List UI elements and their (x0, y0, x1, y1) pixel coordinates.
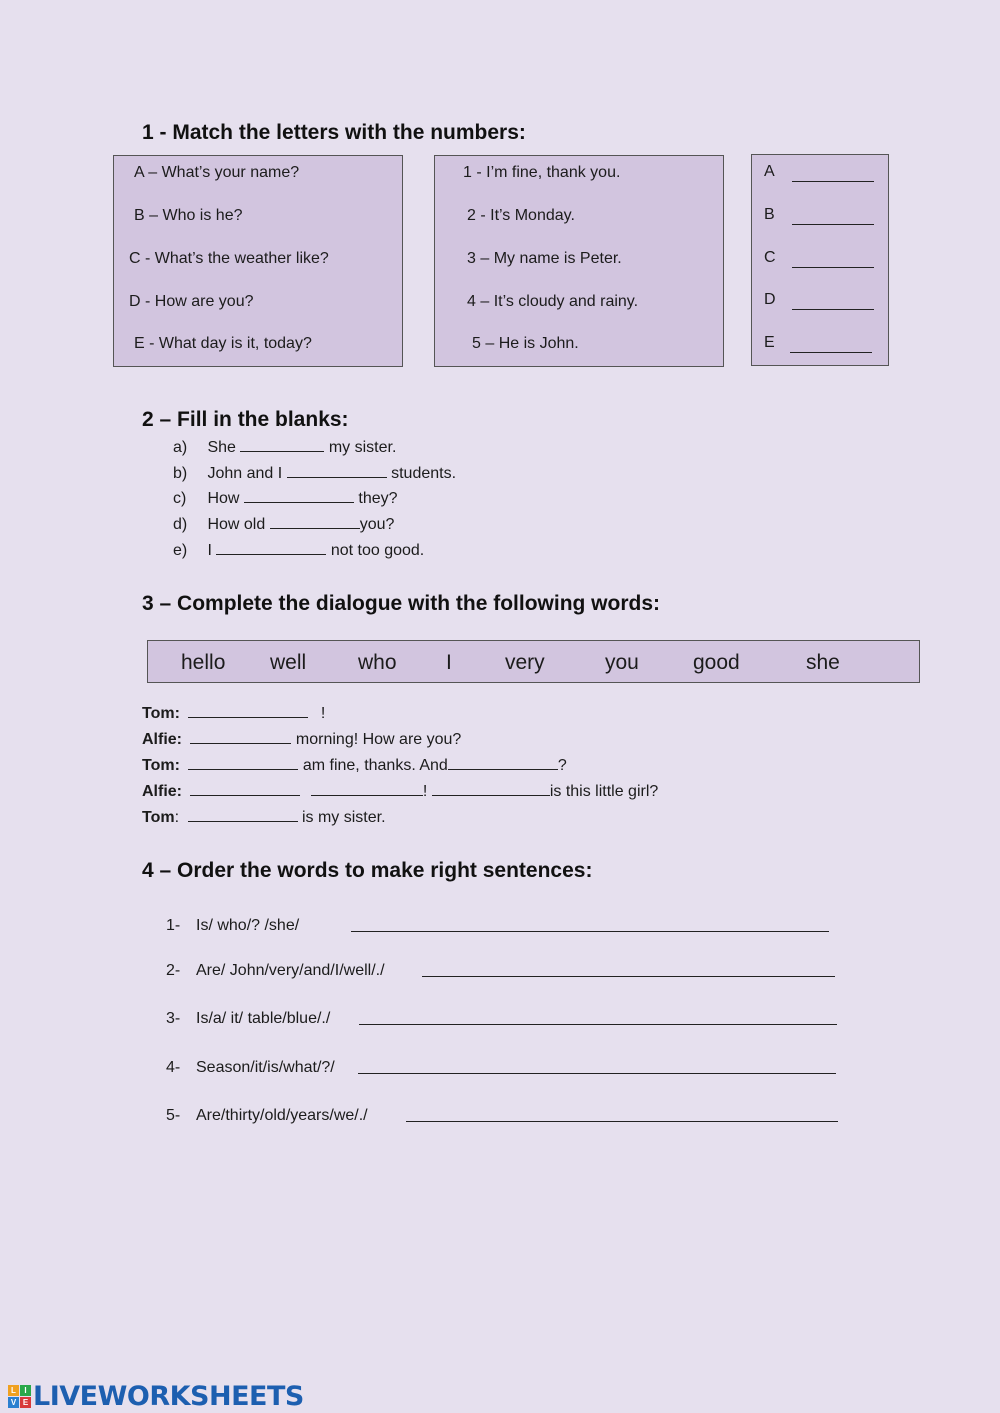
answer-1: 1 - I’m fine, thank you. (463, 164, 621, 181)
dialogue-blank-8[interactable] (188, 807, 298, 822)
question-a: A – What’s your name? (134, 164, 300, 181)
order-item-2: 2- Are/ John/very/and/I/well/./ (166, 962, 385, 979)
order-blank-5[interactable] (406, 1107, 838, 1122)
fill-blank-b[interactable] (287, 463, 387, 478)
match-letter-c: C (764, 249, 776, 266)
match-letter-e: E (764, 334, 775, 351)
match-blank-e[interactable] (790, 338, 872, 353)
word-very: very (505, 651, 545, 674)
order-blank-3[interactable] (359, 1010, 837, 1025)
logo-grid-icon: L I V E (8, 1385, 31, 1408)
word-bank (147, 640, 920, 683)
answer-4: 4 – It’s cloudy and rainy. (467, 293, 639, 310)
fill-item-e: e) I not too good. (173, 542, 425, 559)
logo-text: LIVEWORKSHEETS (33, 1380, 304, 1412)
dialogue-blank-3[interactable] (188, 755, 298, 770)
word-she: she (806, 651, 840, 674)
speaker-alfie: Alfie: (142, 783, 182, 800)
dialogue-blank-1[interactable] (188, 703, 308, 718)
match-blank-d[interactable] (792, 295, 874, 310)
match-answers-box (751, 154, 889, 366)
order-item-4: 4- Season/it/is/what/?/ (166, 1059, 335, 1076)
speaker-tom: Tom (142, 809, 175, 826)
speaker-tom: Tom: (142, 705, 180, 722)
question-b: B – Who is he? (134, 207, 243, 224)
match-blank-a[interactable] (792, 167, 874, 182)
question-c: C - What’s the weather like? (129, 250, 329, 267)
match-blank-b[interactable] (792, 210, 874, 225)
order-item-1: 1- Is/ who/? /she/ (166, 917, 300, 934)
fill-blank-e[interactable] (216, 540, 326, 555)
fill-blank-a[interactable] (240, 437, 324, 452)
match-letter-a: A (764, 163, 775, 180)
fill-item-b: b) John and I students. (173, 465, 457, 482)
section-1-heading: 1 - Match the letters with the numbers: (142, 121, 526, 144)
question-e: E - What day is it, today? (134, 335, 312, 352)
fill-blank-c[interactable] (244, 488, 354, 503)
order-item-3: 3- Is/a/ it/ table/blue/./ (166, 1010, 331, 1027)
dialogue-blank-4[interactable] (448, 755, 558, 770)
section-3-heading: 3 – Complete the dialogue with the following words: (142, 592, 661, 615)
questions-box (113, 155, 403, 367)
match-letter-d: D (764, 291, 776, 308)
dialogue-line-2: Alfie: morning! How are you? (142, 731, 462, 748)
dialogue-line-4: Alfie: ! is this little girl? (142, 783, 659, 800)
fill-item-d: d) How old you? (173, 516, 395, 533)
answers-box (434, 155, 724, 367)
dialogue-blank-5[interactable] (190, 781, 300, 796)
answer-5: 5 – He is John. (472, 335, 579, 352)
word-i: I (446, 651, 452, 674)
match-letter-b: B (764, 206, 775, 223)
word-hello: hello (181, 651, 226, 674)
order-blank-2[interactable] (422, 962, 835, 977)
question-d: D - How are you? (129, 293, 254, 310)
section-4-heading: 4 – Order the words to make right sentences: (142, 859, 593, 882)
speaker-alfie: Alfie: (142, 731, 182, 748)
dialogue-blank-6[interactable] (311, 781, 423, 796)
section-2-heading: 2 – Fill in the blanks: (142, 408, 349, 431)
dialogue-line-1: Tom: ! (142, 705, 326, 722)
word-well: well (270, 651, 307, 674)
dialogue-line-5: Tom: is my sister. (142, 809, 386, 826)
liveworksheets-logo (8, 1382, 304, 1410)
answer-3: 3 – My name is Peter. (467, 250, 622, 267)
word-you: you (605, 651, 639, 674)
fill-item-a: a) She my sister. (173, 439, 397, 456)
speaker-tom: Tom: (142, 757, 180, 774)
answer-2: 2 - It’s Monday. (467, 207, 575, 224)
dialogue-line-3: Tom: am fine, thanks. And ? (142, 757, 567, 774)
fill-item-c: c) How they? (173, 490, 398, 507)
word-good: good (693, 651, 740, 674)
order-blank-1[interactable] (351, 917, 829, 932)
order-blank-4[interactable] (358, 1059, 836, 1074)
dialogue-blank-2[interactable] (190, 729, 291, 744)
word-who: who (358, 651, 397, 674)
order-item-5: 5- Are/thirty/old/years/we/./ (166, 1107, 368, 1124)
dialogue-blank-7[interactable] (432, 781, 550, 796)
fill-blank-d[interactable] (270, 514, 360, 529)
match-blank-c[interactable] (792, 253, 874, 268)
